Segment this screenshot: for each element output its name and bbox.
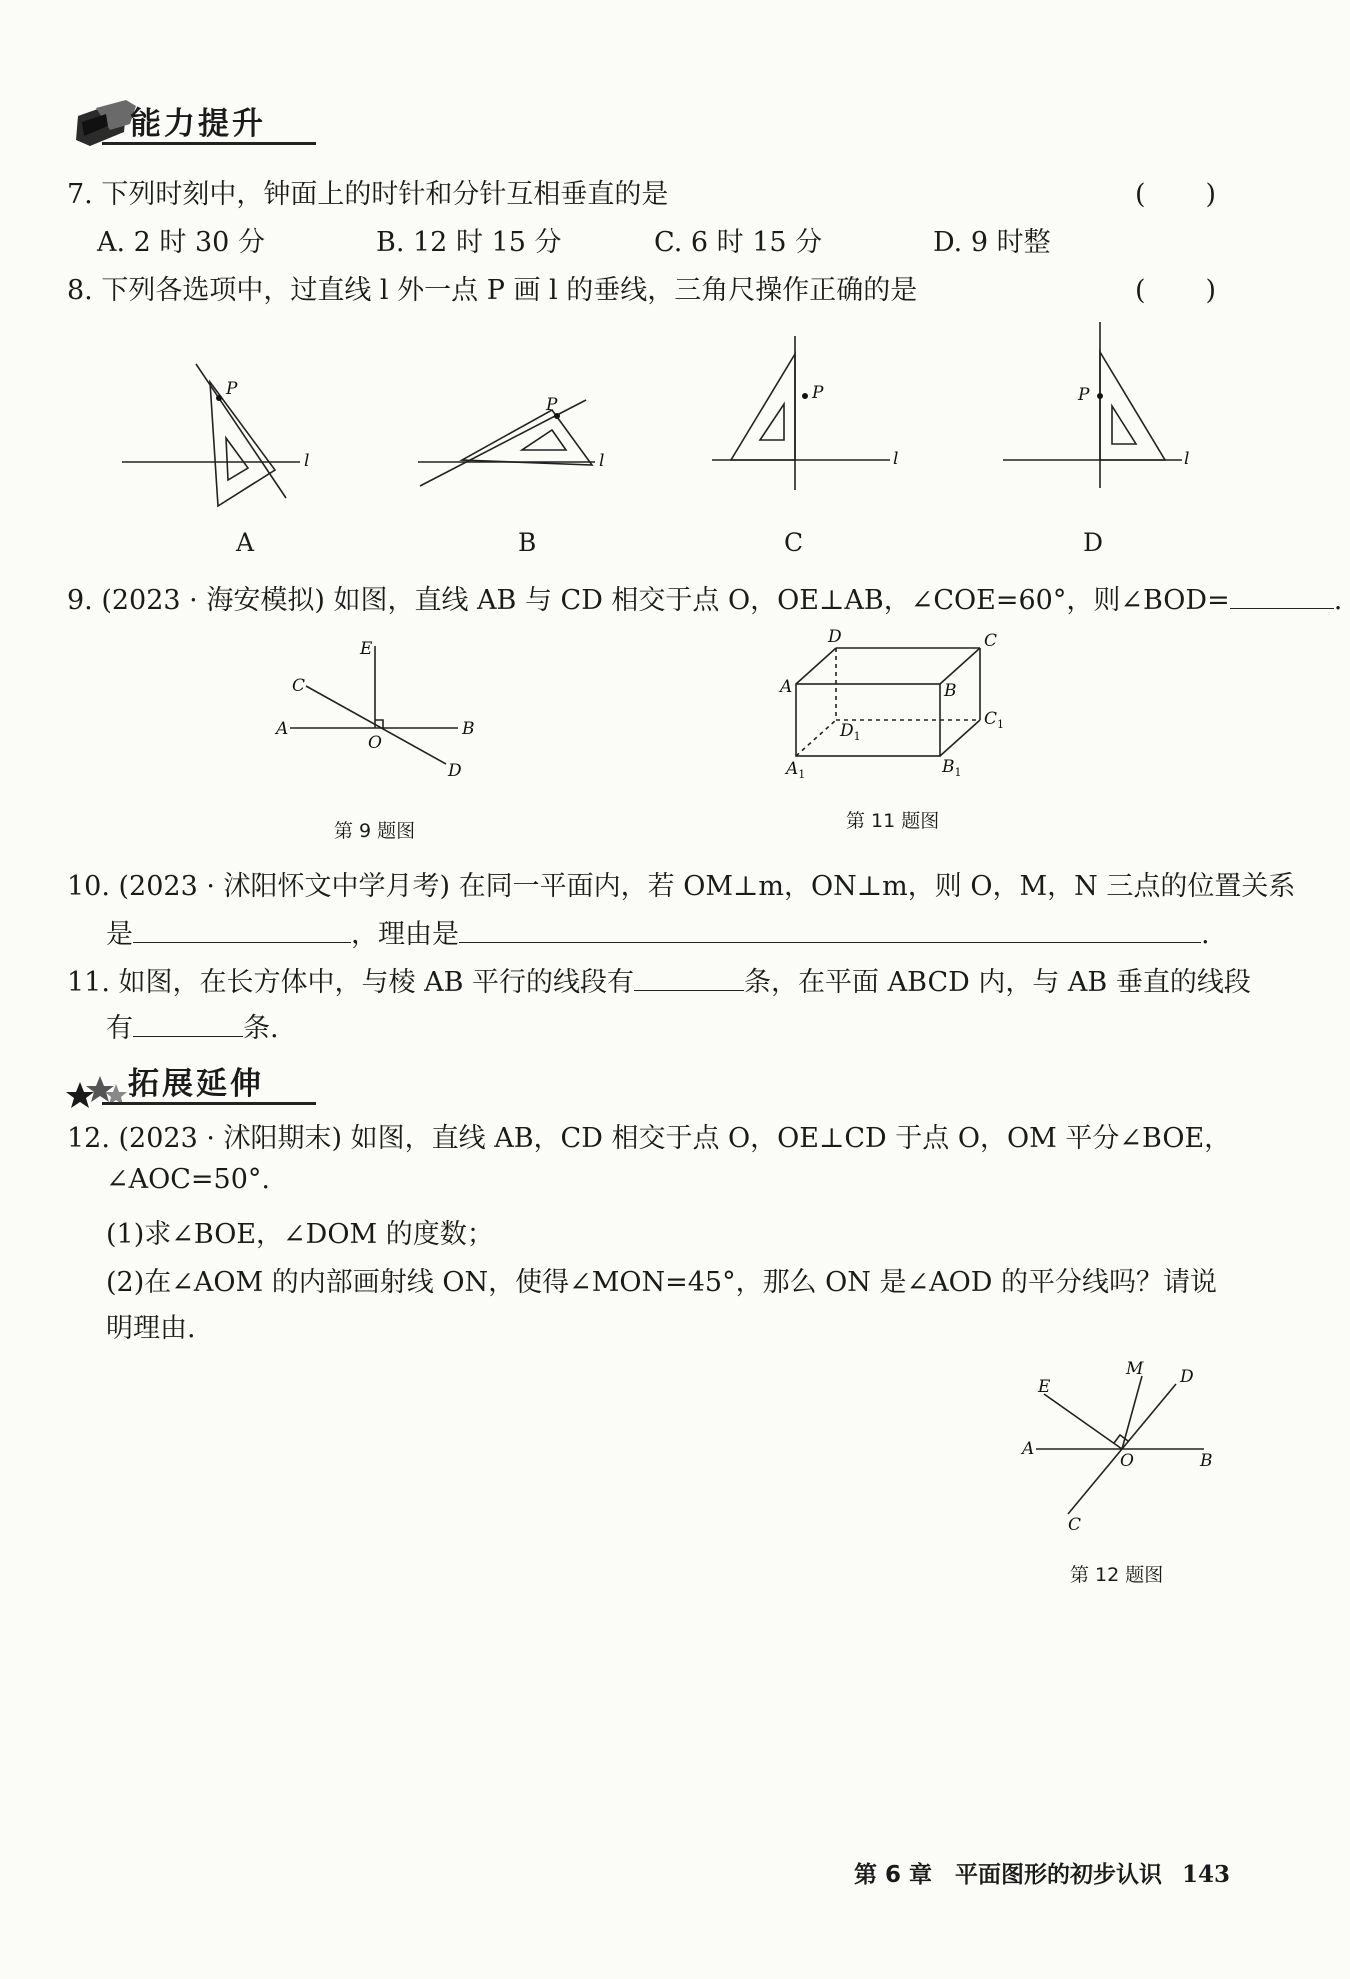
q8c-label-l: l — [893, 449, 899, 469]
q11-line1 — [67, 960, 1251, 999]
q8c-point-p — [802, 393, 808, 399]
q12-line2: ∠AOC=50°. — [106, 1164, 270, 1195]
section-header-ability — [40, 96, 340, 152]
q8-option-label-a: A — [236, 528, 255, 557]
fig12-label-o: O — [1120, 1451, 1134, 1471]
fig11-label-b1: $B_1$ — [942, 757, 962, 779]
page-number: 143 — [1181, 1861, 1230, 1888]
fig11-label-d1: $D_1$ — [840, 721, 861, 743]
q11-blank-parallel[interactable] — [634, 968, 744, 991]
q8c-label-p: P — [812, 383, 824, 403]
q12-part1: (1)求∠BOE，∠DOM 的度数； — [106, 1219, 494, 1250]
q8d-point-p — [1097, 393, 1103, 399]
q11-line2 — [106, 1006, 279, 1045]
fig12-label-c: C — [1068, 1515, 1082, 1534]
q8a-point-p — [216, 395, 222, 401]
q8b-set-square-hole — [522, 430, 566, 450]
q9-answer-blank[interactable] — [1230, 586, 1334, 609]
q10-line2-a: 是 — [106, 919, 133, 950]
q7-option-d: D. 9 时整 — [933, 227, 1051, 258]
q7-option-c: C. 6 时 15 分 — [654, 227, 823, 258]
fig9-label-e: E — [360, 639, 373, 659]
q10-line2-b: ，理由是 — [351, 919, 459, 950]
section-header-extension — [40, 1056, 340, 1112]
fig9-label-o: O — [368, 733, 382, 753]
q11-blank-perpendicular[interactable] — [133, 1014, 243, 1037]
fig9-label-c: C — [292, 676, 306, 696]
q10-blank-relation[interactable] — [133, 920, 351, 943]
q11-line2-a: 有 — [106, 1013, 133, 1044]
fig11-edge-b1c1 — [940, 720, 980, 756]
q7-answer-paren: ( ) — [1135, 179, 1219, 210]
fig11-edge-bc — [940, 648, 980, 684]
fig11-edge-ad — [796, 648, 836, 684]
q12-line1: 12. (2023 · 沭阳期末) 如图，直线 AB，CD 相交于点 O，OE⊥CD 于点 O，OM 平分∠BOE， — [67, 1123, 1232, 1154]
q10-line1: 10. (2023 · 沭阳怀文中学月考) 在同一平面内，若 OM⊥m，ON⊥m，则 O，M，N 三点的位置关系 — [67, 871, 1296, 902]
q7-option-b: B. 12 时 15 分 — [376, 227, 562, 258]
fig12-label-d: D — [1180, 1367, 1194, 1387]
fig11-label-b: B — [944, 681, 957, 701]
q8a-label-l: l — [304, 451, 310, 471]
fig12-label-e: E — [1038, 1377, 1051, 1397]
fig11-label-d: D — [828, 627, 842, 647]
section-title: 拓展延伸 — [128, 1066, 264, 1102]
fig12-caption: 第 12 题图 — [1070, 1564, 1164, 1586]
q8b-label-l: l — [599, 451, 605, 471]
fig9-caption: 第 9 题图 — [334, 820, 416, 842]
q11-line2-b: 条. — [243, 1013, 279, 1044]
q8c-set-square — [731, 354, 795, 460]
q8b-set-square — [462, 410, 592, 465]
q9-stem — [67, 578, 1342, 617]
q8d-set-square-hole — [1112, 406, 1136, 444]
fig12-label-a: A — [1022, 1439, 1035, 1459]
q10-line2 — [106, 912, 1210, 951]
footer-chapter: 第 6 章 平面图形的初步认识 — [853, 1862, 1162, 1888]
q12-part2-line2: 明理由. — [106, 1313, 196, 1344]
q7-stem: 7. 下列时刻中，钟面上的时针和分针互相垂直的是 — [67, 179, 669, 210]
q8d-label-l: l — [1184, 449, 1190, 469]
q8a-label-p: P — [226, 379, 238, 399]
q8-option-label-d: D — [1083, 528, 1104, 557]
fig11-label-c1: $C_1$ — [984, 709, 1005, 731]
fig11-label-c: C — [984, 631, 998, 651]
fig12-ray-oe — [1044, 1394, 1122, 1449]
q9-stem-end: . — [1333, 585, 1343, 616]
fig9-label-b: B — [462, 719, 475, 739]
section-underline — [102, 1102, 316, 1105]
q11-line1-b: 条，在平面 ABCD 内，与 AB 垂直的线段 — [744, 967, 1251, 998]
q12-part2-line1: (2)在∠AOM 的内部画射线 ON，使得∠MON=45°，那么 ON 是∠AOD 的平分线吗？请说 — [106, 1267, 1217, 1298]
q8c-set-square-hole — [760, 404, 784, 440]
q10-blank-reason[interactable] — [459, 920, 1201, 943]
q8b-label-p: P — [546, 395, 558, 415]
fig12-label-m: M — [1126, 1359, 1144, 1379]
q8-option-label-c: C — [784, 528, 804, 557]
fig11-label-a1: $A_1$ — [786, 759, 806, 781]
q8-option-label-b: B — [518, 528, 537, 557]
q10-end: . — [1201, 919, 1210, 950]
q8-answer-paren: ( ) — [1135, 275, 1219, 306]
fig12-diagram — [1010, 1354, 1220, 1534]
fig9-label-a: A — [276, 719, 289, 739]
fig11-cuboid — [776, 622, 1026, 782]
section-underline — [102, 142, 316, 145]
fig11-caption: 第 11 题图 — [846, 810, 940, 832]
q8-figures — [0, 320, 1350, 580]
q7-option-a: A. 2 时 30 分 — [97, 227, 265, 258]
page-footer — [854, 1856, 1230, 1889]
q8-stem: 8. 下列各选项中，过直线 l 外一点 P 画 l 的垂线，三角尺操作正确的是 — [67, 275, 918, 306]
fig11-label-a: A — [780, 677, 793, 697]
q8d-label-p: P — [1078, 385, 1090, 405]
fig9-label-d: D — [448, 761, 462, 781]
fig12-label-b: B — [1200, 1451, 1213, 1471]
section-title: 能力提升 — [130, 106, 266, 142]
fig9-diagram — [268, 636, 488, 786]
q11-line1-a: 11. 如图，在长方体中，与棱 AB 平行的线段有 — [67, 967, 635, 998]
q8a-set-square-hole — [226, 438, 248, 480]
q9-stem-text: 9. (2023 · 海安模拟) 如图，直线 AB 与 CD 相交于点 O，OE⊥AB，∠COE=60°，则∠BOD= — [67, 585, 1230, 616]
fig11-hidden-a1d1 — [796, 720, 836, 756]
